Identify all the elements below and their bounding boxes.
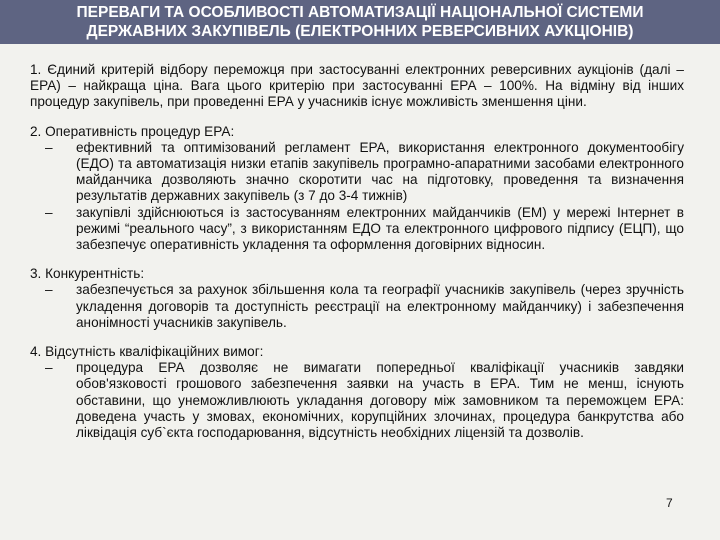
list-item-text: закупівлі здійснюються із застосуванням електронних майданчиків (ЕМ) у мережі Інтернет в режимі “реального часу”, з використанням ЕДО та електронного цифрового підпису (ЕЦП), що забезпечує оперативність укладення та оформлення договірних відносин.: [76, 204, 684, 253]
dash-marker: –: [45, 282, 53, 298]
slide-title-line-2: ДЕРЖАВНИХ ЗАКУПІВЕЛЬ (ЕЛЕКТРОННИХ РЕВЕРСИВНИХ АУКЦІОНІВ): [86, 23, 634, 40]
slide-title-line-1: ПЕРЕВАГИ ТА ОСОБЛИВОСТІ АВТОМАТИЗАЦІЇ НАЦІОНАЛЬНОЇ СИСТЕМИ: [76, 4, 644, 21]
section-2-title: 2. Оперативність процедур ЕРА:: [30, 123, 235, 139]
list-item: [30, 205, 684, 254]
section-efficiency: [30, 124, 684, 254]
list-item: [30, 282, 684, 331]
section-no-qualification: [30, 344, 684, 441]
section-4-title: 4. Відсутність кваліфікаційних вимог:: [30, 344, 264, 360]
section-single-criterion: [30, 62, 684, 111]
list-item: [30, 140, 684, 205]
list-item-text: забезпечується за рахунок збільшення кола та географії учасників закупівель (через зручність укладення договорів та доступність реєстрації на електронному майданчику) і забезпечення анонімності учасників закупівель.: [76, 282, 684, 330]
list-item-text: ефективний та оптимізований регламент ЕРА, використання електронного документообігу (ЕДО) та автоматизація низки етапів закупівель програмно-апаратними засобами електронного майданчика дозволяють значно скоротити час на підготовку, проведення та визначення результатів державних закупівель (з 7 до 3-4 тижнів): [76, 139, 684, 204]
dash-marker: –: [45, 204, 53, 220]
section-competitiveness: [30, 266, 684, 331]
dash-marker: –: [45, 360, 53, 376]
list-item: [30, 360, 684, 441]
section-1-text: 1. Єдиний критерій відбору переможця при застосуванні електронних реверсивних аукціонів (далі – ЕРА) – найкраща ціна. Вага цього критерію при застосуванні ЕРА – 100%. На відміну від інших процедур закупівель, при проведенні ЕРА у учасників існує можливість зменшення ціни.: [30, 62, 684, 110]
section-3-title: 3. Конкурентність:: [30, 266, 145, 282]
dash-marker: –: [45, 139, 53, 155]
list-item-text: процедура ЕРА дозволяє не вимагати попередньої кваліфікації учасників завдяки обов'язковості грошового забезпечення заявки на участь в ЕРА. Тим не менш, існують обставини, що унеможливлюють укладання договору між замовником та переможцем ЕРА: доведена участь у змовах, економічних, корупційних злочинах, процедура банкрутства або ліквідація суб`єкта господарювання, відсутність необхідних ліцензій та дозволів.: [76, 360, 684, 441]
page-number: 7: [666, 496, 673, 510]
slide-title: [0, 0, 720, 44]
slide-body: [30, 62, 684, 454]
